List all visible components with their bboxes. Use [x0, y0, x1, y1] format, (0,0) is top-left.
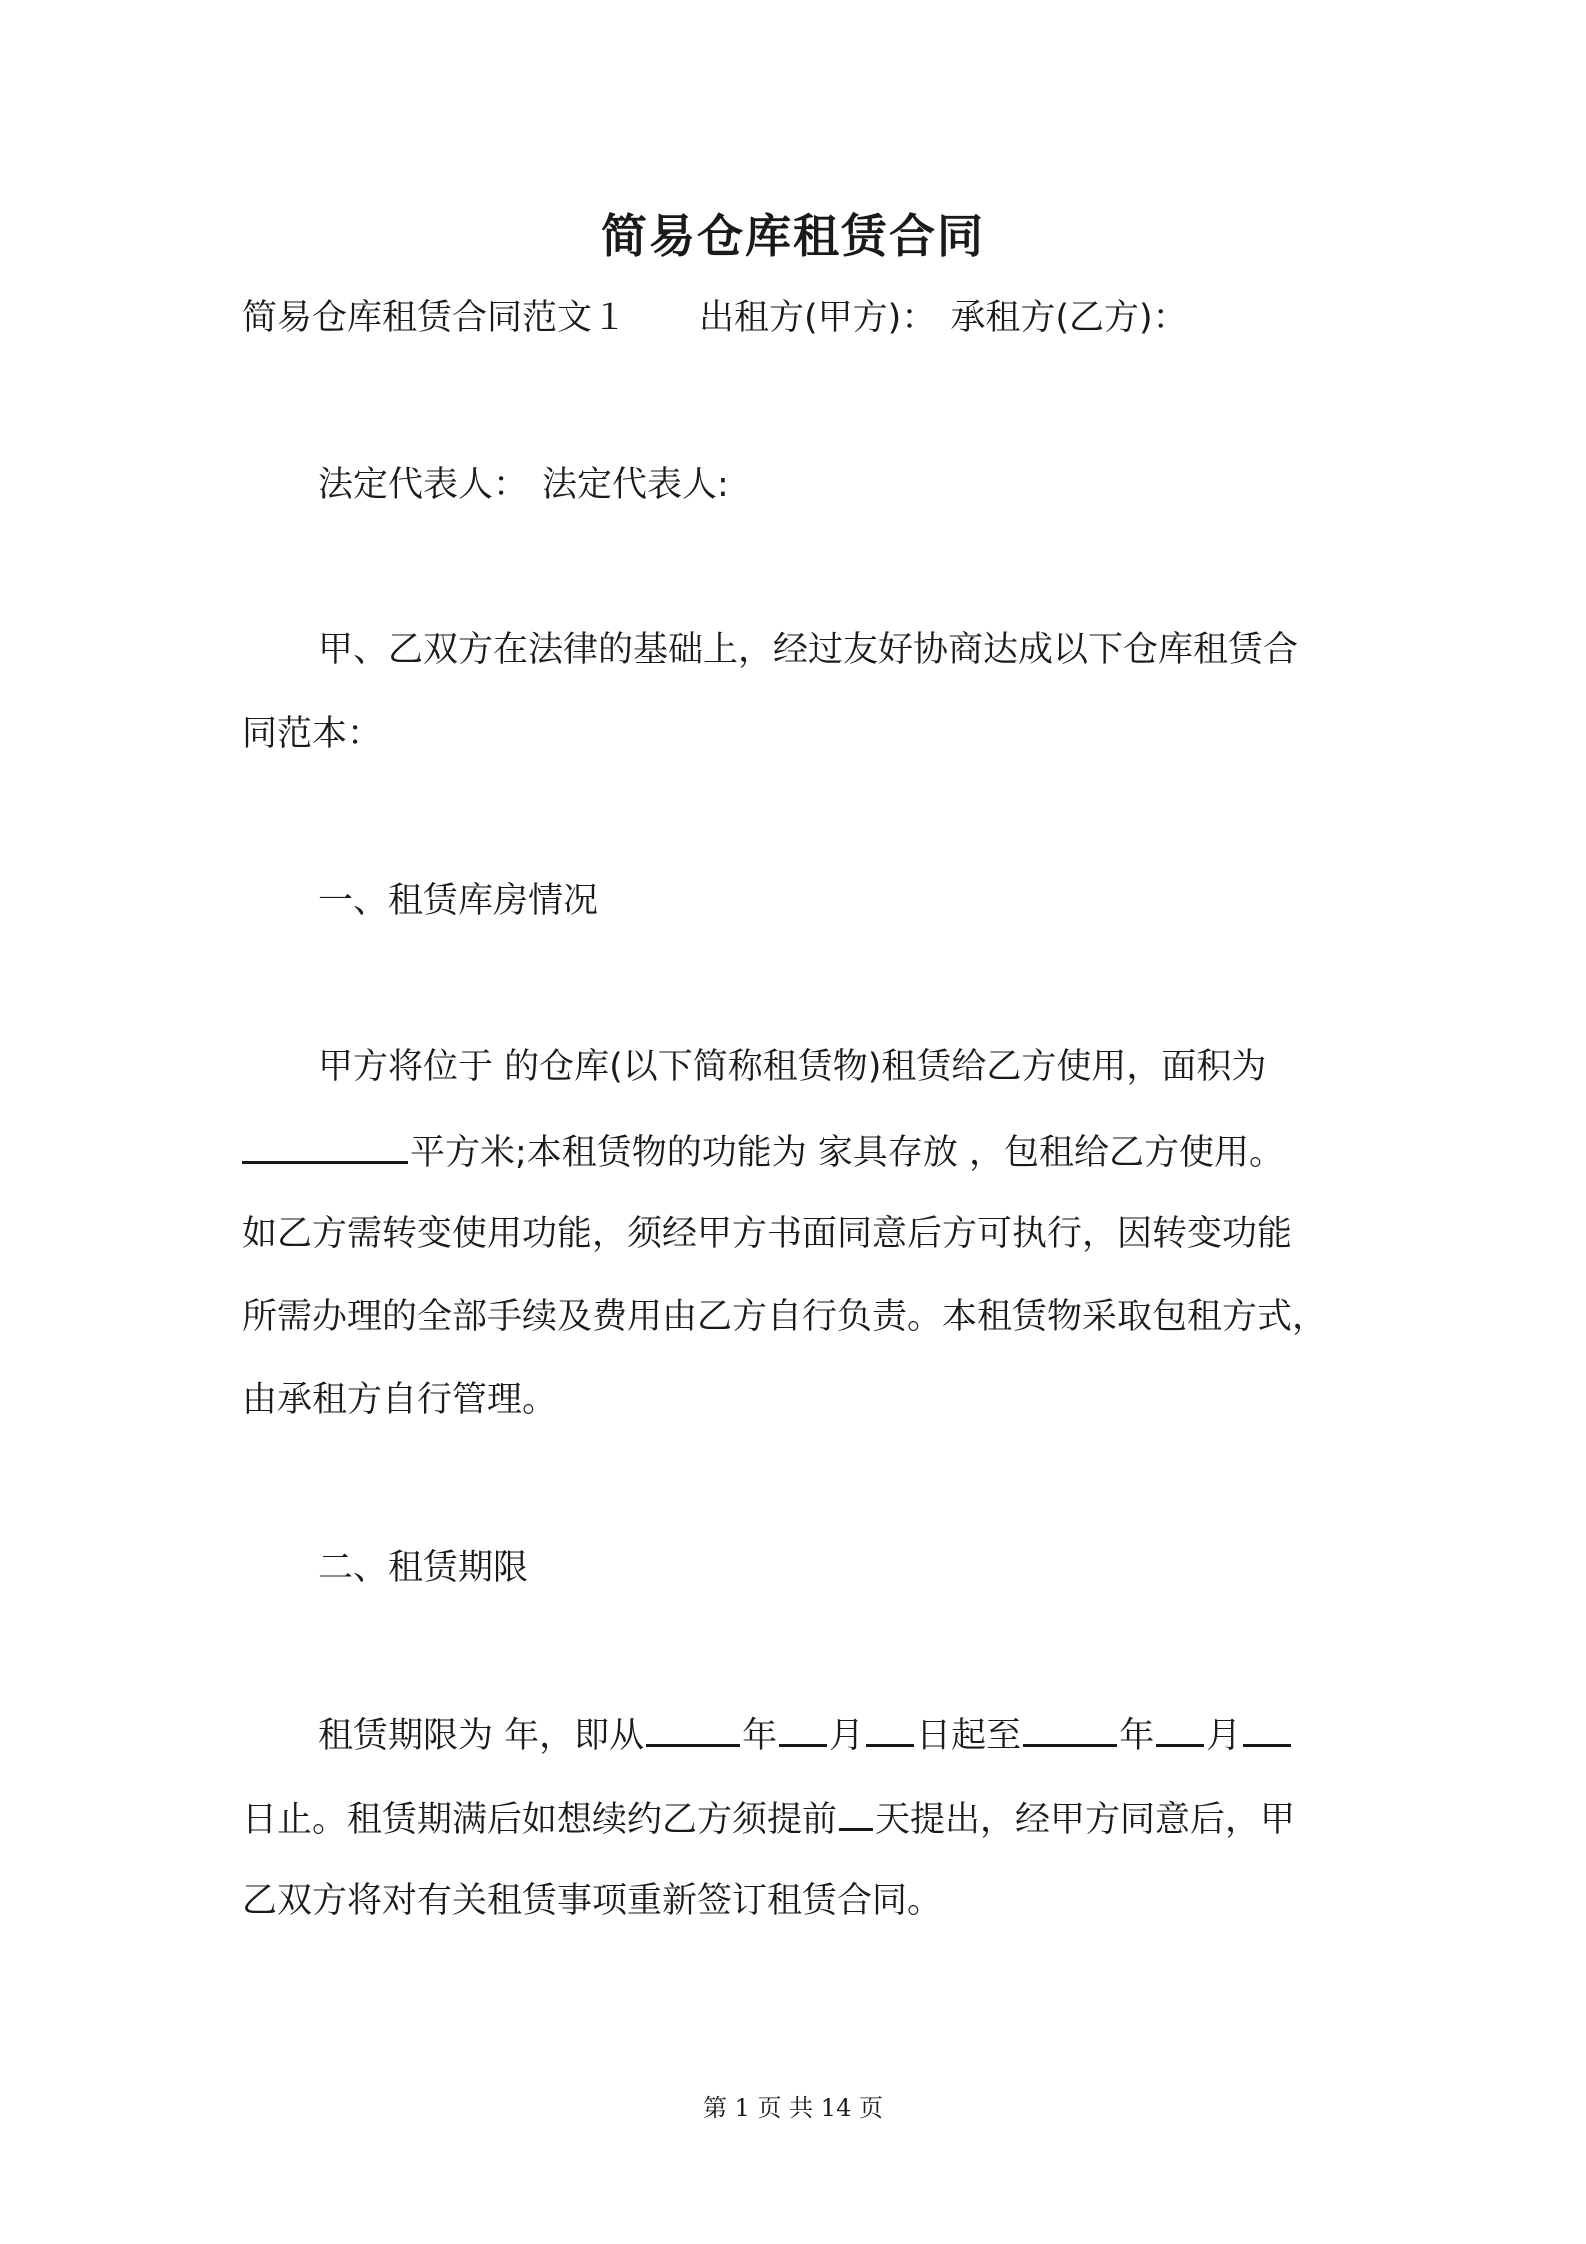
notice-days-blank	[839, 1794, 873, 1831]
s2-l1-p2: 年	[742, 1716, 778, 1756]
rep-a-label: 法定代表人：	[318, 465, 529, 505]
s2-line-3: 乙双方将对有关租赁事项重新签订租赁合同。	[242, 1881, 943, 1921]
s2-l1-p5: 年	[1119, 1716, 1155, 1756]
end-day-blank	[1243, 1710, 1291, 1747]
s2-line-1	[318, 1710, 1352, 1760]
area-blank	[242, 1127, 408, 1164]
s1-line-1: 甲方将位于 的仓库(以下简称租赁物)租赁给乙方使用，面积为	[318, 1047, 1267, 1087]
s2-l2-p2: 天提出，经甲方同意后，甲	[875, 1800, 1296, 1840]
s1-line-5: 由承租方自行管理。	[242, 1380, 558, 1420]
end-year-blank	[1023, 1710, 1117, 1747]
page-footer: 第 1 页 共 14 页	[703, 2094, 883, 2122]
s2-l1-p4: 日起至	[916, 1716, 1022, 1756]
s1-line-4: 所需办理的全部手续及费用由乙方自行负责。本租赁物采取包租方式，	[242, 1297, 1328, 1337]
document-subtitle: 简易仓库租赁合同范文１	[242, 298, 628, 338]
s1-line-2-text: 平方米;本租赁物的功能为 家具存放 ，包租给乙方使用。	[410, 1133, 1285, 1173]
s2-l1-p1: 租赁期限为 年，即从	[318, 1716, 645, 1756]
s2-line-2	[242, 1794, 1352, 1844]
s2-l1-p3: 月	[829, 1716, 865, 1756]
start-month-blank	[779, 1710, 827, 1747]
s2-l2-p1: 日止。租赁期满后如想续约乙方须提前	[242, 1800, 838, 1840]
document-title: 简易仓库租赁合同	[601, 209, 985, 263]
s2-l1-p6: 月	[1206, 1716, 1242, 1756]
representatives-line	[318, 461, 1352, 509]
start-day-blank	[866, 1710, 914, 1747]
section2-title: 二、租赁期限	[318, 1548, 529, 1588]
s1-line-2	[242, 1127, 1352, 1177]
section1-title: 一、租赁库房情况	[318, 881, 599, 921]
end-month-blank	[1156, 1710, 1204, 1747]
s1-line-3: 如乙方需转变使用功能，须经甲方书面同意后方可执行，因转变功能	[242, 1214, 1293, 1254]
rep-b-label: 法定代表人:	[542, 465, 729, 505]
start-year-blank	[646, 1710, 740, 1747]
parties-line	[242, 294, 1352, 342]
intro-line-2: 同范本：	[242, 714, 383, 754]
intro-line-1: 甲、乙双方在法律的基础上，经过友好协商达成以下仓库租赁合	[318, 630, 1299, 670]
lessee-label: 承租方(乙方)：	[950, 298, 1188, 338]
lessor-label: 出租方(甲方)：	[699, 298, 937, 338]
